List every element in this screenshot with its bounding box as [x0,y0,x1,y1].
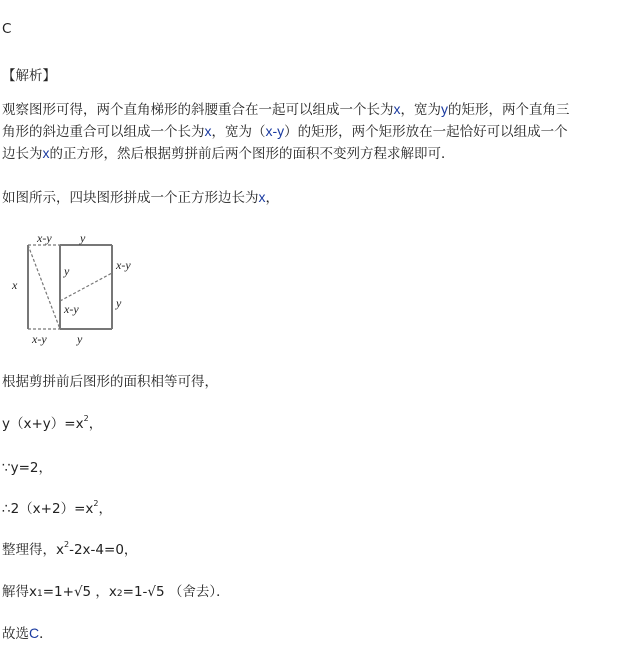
para1-line2 [2,120,568,140]
label-right-top: x-y [116,258,131,272]
var-x: x [393,101,401,117]
text: ， [265,190,279,206]
label-bottom-right: y [77,332,83,346]
label-inner-y: y [64,264,70,278]
var-x: x [204,123,212,139]
label-left: x [12,278,18,292]
square-figure [0,225,160,350]
text: x [56,542,64,558]
text: 边长为 [2,146,43,162]
text: =1+√5 ，x [42,584,117,600]
text: ∴2（x+2）=x [2,501,94,517]
text: ， [98,501,112,517]
text: y（x+y）=x [2,416,84,432]
exponent: 2 [64,540,70,549]
fig-diagonal-dashed [28,245,60,329]
var-y: y [441,101,448,117]
para1-line3 [2,142,455,162]
eq2: ∵y=2， [2,460,52,476]
label-bottom-left: x-y [32,332,47,346]
text: 整理得， [2,542,56,558]
exponent: 2 [83,414,89,423]
text: 角形的斜边重合可以组成一个长为 [2,124,205,140]
analysis-heading: 【解析】 [2,68,56,84]
eq1 [2,412,102,432]
text: ． [39,626,53,642]
para1-line1 [2,98,570,118]
text: 如图所示，四块图形拼成一个正方形边长为 [2,190,259,206]
var-x: x [258,189,266,205]
text: 解得x [2,584,37,600]
var-x: x [42,145,50,161]
answer-letter: C [2,21,12,37]
conclusion [2,622,53,642]
text: ，宽为（ [211,124,266,140]
eq4 [2,538,137,558]
text: ）的矩形，两个矩形放在一起恰好可以组成一个 [284,124,568,140]
eq5 [2,580,230,600]
text: 观察图形可得，两个直角梯形的斜腰重合在一起可以组成一个长为 [2,102,394,118]
text: ，宽为 [400,102,441,118]
para2 [2,186,279,206]
text: -2x-4=0， [69,542,138,558]
label-inner-xy: x-y [64,302,79,316]
label-top-right: y [80,231,86,245]
label-top-left: x-y [37,231,52,245]
text: ， [88,416,103,432]
exponent: 2 [93,499,99,508]
text: 故选 [2,626,29,642]
answer-choice: C [29,625,40,641]
var-x-minus-y: x-y [265,123,285,139]
subscript: 2 [116,589,123,599]
text: 的正方形，然后根据剪拼前后两个图形的面积不变列方程求解即可． [49,146,455,162]
text: 的矩形，两个直角三 [448,102,570,118]
subscript: 1 [37,589,43,599]
para3: 根据剪拼前后图形的面积相等可得， [2,374,218,390]
label-right-y: y [116,296,122,310]
eq3 [2,497,112,517]
text: =1-√5 （舍去）． [122,584,230,600]
